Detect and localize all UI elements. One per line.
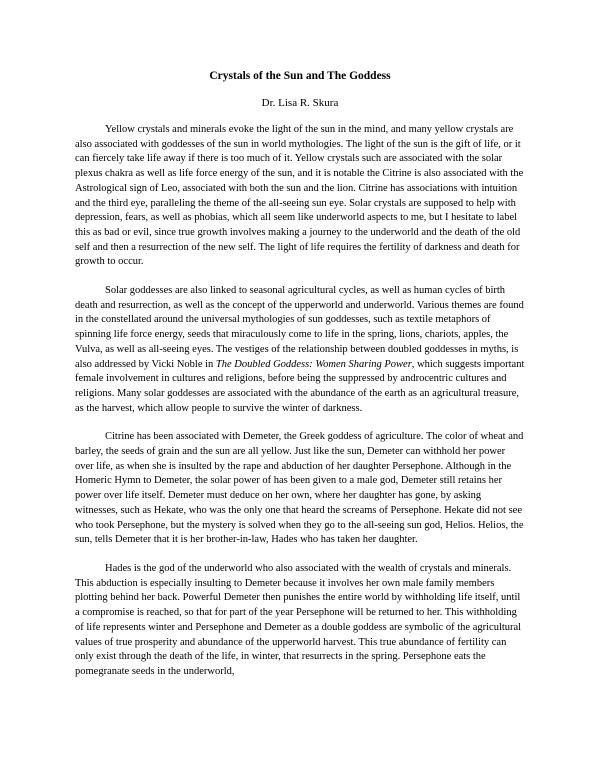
paragraph-4: Hades is the god of the underworld who also associated with the wealth of crystals and minerals. This abduction is especially insulting to Demeter because it involves her own male family members plotting behind her back. Powerful Demeter then punishes the entire world by withholding life itself, until a compromise is reached, so that for part of the year Persephone will be returned to her. This withholding of life represents winter and Persephone and Demeter as a double goddess are symbolic of the agricultural values of true prosperity and abundance of the upperworld harvest. This true abundance of fertility can only exist through the death of the life, in winter, that resurrects in the spring. Persephone eats the pomegranate seeds in the underworld, [75,562,522,677]
book-title: The Doubled Goddess: Women Sharing Power [215,358,412,370]
paragraph-2-text-before: Solar goddesses are also linked to seasonal agricultural cycles, as well as human cycles of birth death and resurrection, as well as the concept of the upperworld and underworld. Various themes are found in the constellated around the universal mythologies of sun goddesses, such as textile metaphors of spinning life force energy, seeds that miraculously come to life in the spring, lions, chariots, apples, the Vulva, as well as all-seeing eyes. The vestiges of the relationship between doubled goddesses in myths, is also addressed by Vicki Noble in [75,285,524,370]
paragraph-3: Citrine has been associated with Demeter, the Greek goddess of agriculture. The color of wheat and barley, the seeds of grain and the sun are all yellow. Just like the sun, Demeter can withhold her power over life, as when she is insulted by the rape and abduction of her daughter Persephone. Although in the Homeric Hymn to Demeter, the solar power of has been given to a male god, Demeter still retains her power over life itself. Demeter must deduce on her own, where her daughter has gone, by asking witnesses, such as Hekate, who was the only one that heard the screams of Persephone. Hekate did not see who took Persephone, but the mystery is solved when they go to the all-seeing sun god, Helios. Helios, the sun, tells Demeter that it is her brother-in-law, Hades who has taken her daughter. [75,431,524,546]
document-author: Dr. Lisa R. Skura [261,97,339,109]
paragraph-2-text-after: , which suggests important female involvement in cultures and religions, before being the suppressed by androcentric cultures and religions. Many solar goddesses are associated with the abundance of the earth as an agricultural treasure, as the harvest, which allow people to survive the winter of darkness. [75,358,525,414]
document-title: Crystals of the Sun and The Goddess [209,70,391,82]
paragraph-1: Yellow crystals and minerals evoke the light of the sun in the mind, and many yellow crystals are also associated with goddesses of the sun in world mythologies. The light of the sun is the gift of life, or it can fiercely take life away if there is too much of it. Yellow crystals such are associated with the solar plexus chakra as well as life force energy of the sun, and it is notable the Citrine is also associated with the Astrological sign of Leo, associated with both the sun and the lion. Citrine has associations with intuition and the third eye, paralleling the theme of the all-seeing sun eye. Solar crystals are supposed to help with depression, fears, as well as phobias, which all seem like underworld aspects to me, but I hesitate to label this as bad or evil, since true growth involves making a journey to the underworld and the death of the old self and then a resurrection of the new self. The light of life requires the fertility of darkness and death for growth to occur. [75,124,524,268]
paragraph-2 [75,284,525,416]
